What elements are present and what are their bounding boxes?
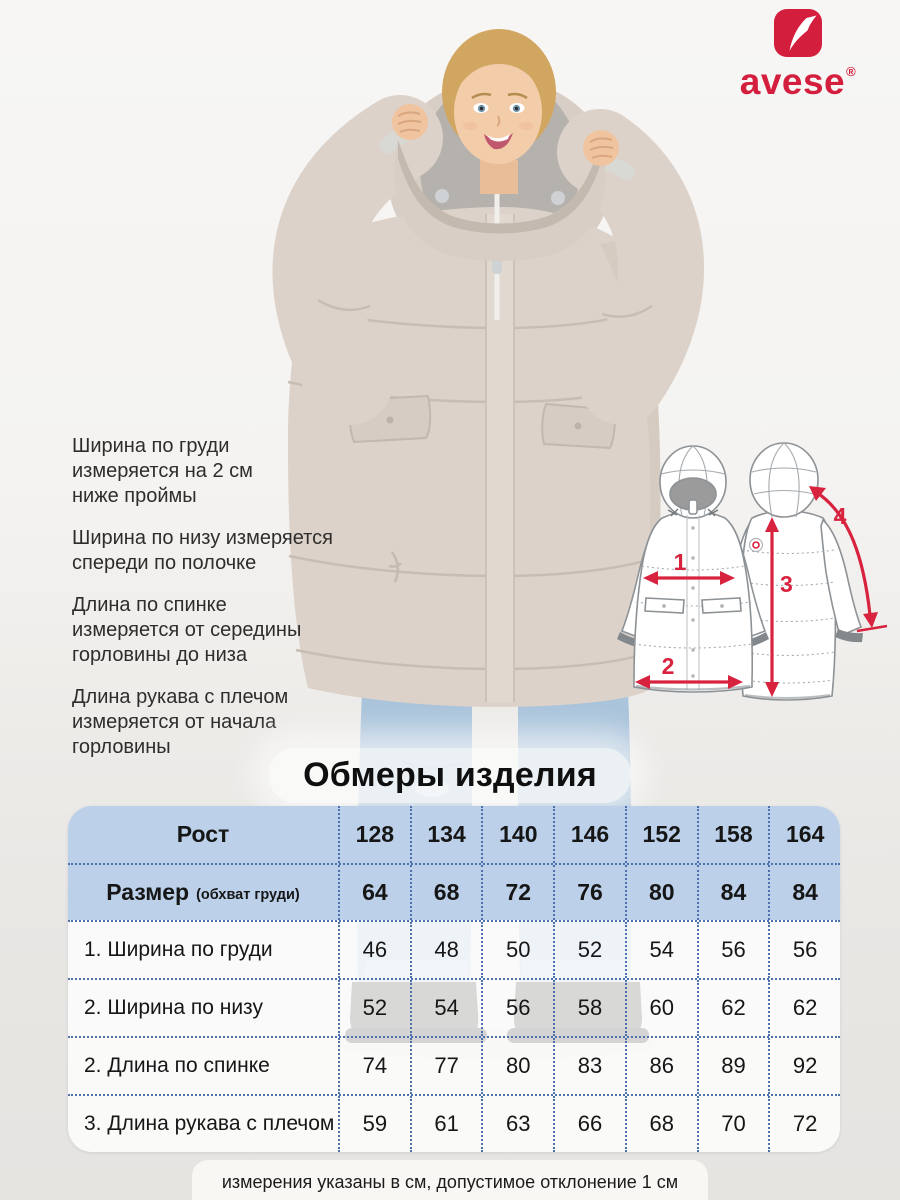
height-value: 140	[481, 806, 553, 863]
measure-value: 54	[625, 922, 697, 978]
measure-value: 58	[553, 980, 625, 1036]
measure-value: 52	[553, 922, 625, 978]
brand-wordmark: avese®	[739, 61, 857, 102]
measure-value: 62	[697, 980, 769, 1036]
note-line: измеряется от середины	[72, 619, 302, 641]
note-line: измеряется на 2 см	[72, 460, 253, 482]
row-label-height: Рост	[176, 821, 230, 847]
size-table	[68, 806, 840, 1152]
height-value: 158	[697, 806, 769, 863]
avese-logo-icon	[773, 8, 823, 58]
section-title: Обмеры изделия	[303, 756, 597, 794]
note-line: ниже проймы	[72, 485, 197, 507]
note-line: измеряется от начала	[72, 711, 277, 733]
measure-value: 74	[338, 1038, 410, 1094]
measure-value: 89	[697, 1038, 769, 1094]
footnote-wrap	[0, 1160, 900, 1200]
note-line: спереди по полочке	[72, 552, 257, 574]
measure-value: 46	[338, 922, 410, 978]
measure-label: 3. Длина рукава с плечом	[84, 1112, 335, 1135]
height-value: 146	[553, 806, 625, 863]
note-line: горловины до низа	[72, 644, 248, 666]
size-value: 84	[768, 865, 840, 920]
measure-value: 63	[481, 1096, 553, 1152]
measure-value: 66	[553, 1096, 625, 1152]
measure-label: 1. Ширина по груди	[84, 938, 273, 961]
height-value: 152	[625, 806, 697, 863]
note-line: Длина по спинке	[72, 594, 227, 616]
brand-logo	[718, 8, 878, 100]
diagram-label-back: 3	[780, 571, 793, 597]
measure-label: 2. Длина по спинке	[84, 1054, 270, 1077]
diagram-label-hem: 2	[661, 653, 675, 679]
measure-value: 56	[768, 922, 840, 978]
height-value: 134	[410, 806, 482, 863]
note-line: горловины	[72, 736, 171, 758]
measure-value: 48	[410, 922, 482, 978]
measure-label: 2. Ширина по низу	[84, 996, 263, 1019]
section-title-pill	[269, 748, 631, 803]
diagram-label-sleeve: 4	[833, 503, 847, 529]
table-row-height	[68, 806, 840, 863]
measure-value: 56	[481, 980, 553, 1036]
table-row-size	[68, 863, 840, 920]
size-diagram	[606, 430, 894, 722]
measure-value: 72	[768, 1096, 840, 1152]
note-back-length	[72, 593, 352, 668]
footnote: измерения указаны в см, допустимое отклонение 1 см	[192, 1160, 708, 1200]
measure-value: 56	[697, 922, 769, 978]
measure-value: 77	[410, 1038, 482, 1094]
note-line: Длина рукава с плечом	[72, 686, 289, 708]
measure-value: 68	[625, 1096, 697, 1152]
note-chest	[72, 434, 352, 509]
registered-mark: ®	[846, 64, 857, 79]
size-label-note: (обхват груди)	[196, 886, 300, 903]
measure-value: 50	[481, 922, 553, 978]
measure-value: 70	[697, 1096, 769, 1152]
section-title-wrap	[0, 748, 900, 803]
note-line: Ширина по груди	[72, 435, 230, 457]
coat-front-view	[617, 446, 769, 692]
measure-value: 80	[481, 1038, 553, 1094]
measure-value: 52	[338, 980, 410, 1036]
note-line: Ширина по низу измеряется	[72, 527, 333, 549]
diagram-label-chest: 1	[673, 549, 687, 575]
measure-value: 60	[625, 980, 697, 1036]
note-hem	[72, 526, 352, 576]
measure-value: 86	[625, 1038, 697, 1094]
size-label: Размер	[106, 879, 190, 905]
height-value: 164	[768, 806, 840, 863]
size-value: 76	[553, 865, 625, 920]
measure-value: 59	[338, 1096, 410, 1152]
measure-value: 92	[768, 1038, 840, 1094]
size-value: 80	[625, 865, 697, 920]
size-value: 84	[697, 865, 769, 920]
row-label-size	[68, 865, 338, 920]
table-row-sleeve-length	[68, 1094, 840, 1152]
measurement-notes	[72, 434, 352, 760]
table-row-hem-width	[68, 978, 840, 1036]
table-row-chest-width	[68, 920, 840, 978]
sleeve-badge	[750, 539, 763, 552]
size-value: 68	[410, 865, 482, 920]
measure-value: 54	[410, 980, 482, 1036]
measure-value: 83	[553, 1038, 625, 1094]
measure-value: 62	[768, 980, 840, 1036]
measure-value: 61	[410, 1096, 482, 1152]
table-row-back-length	[68, 1036, 840, 1094]
size-value: 64	[338, 865, 410, 920]
height-value: 128	[338, 806, 410, 863]
size-value: 72	[481, 865, 553, 920]
